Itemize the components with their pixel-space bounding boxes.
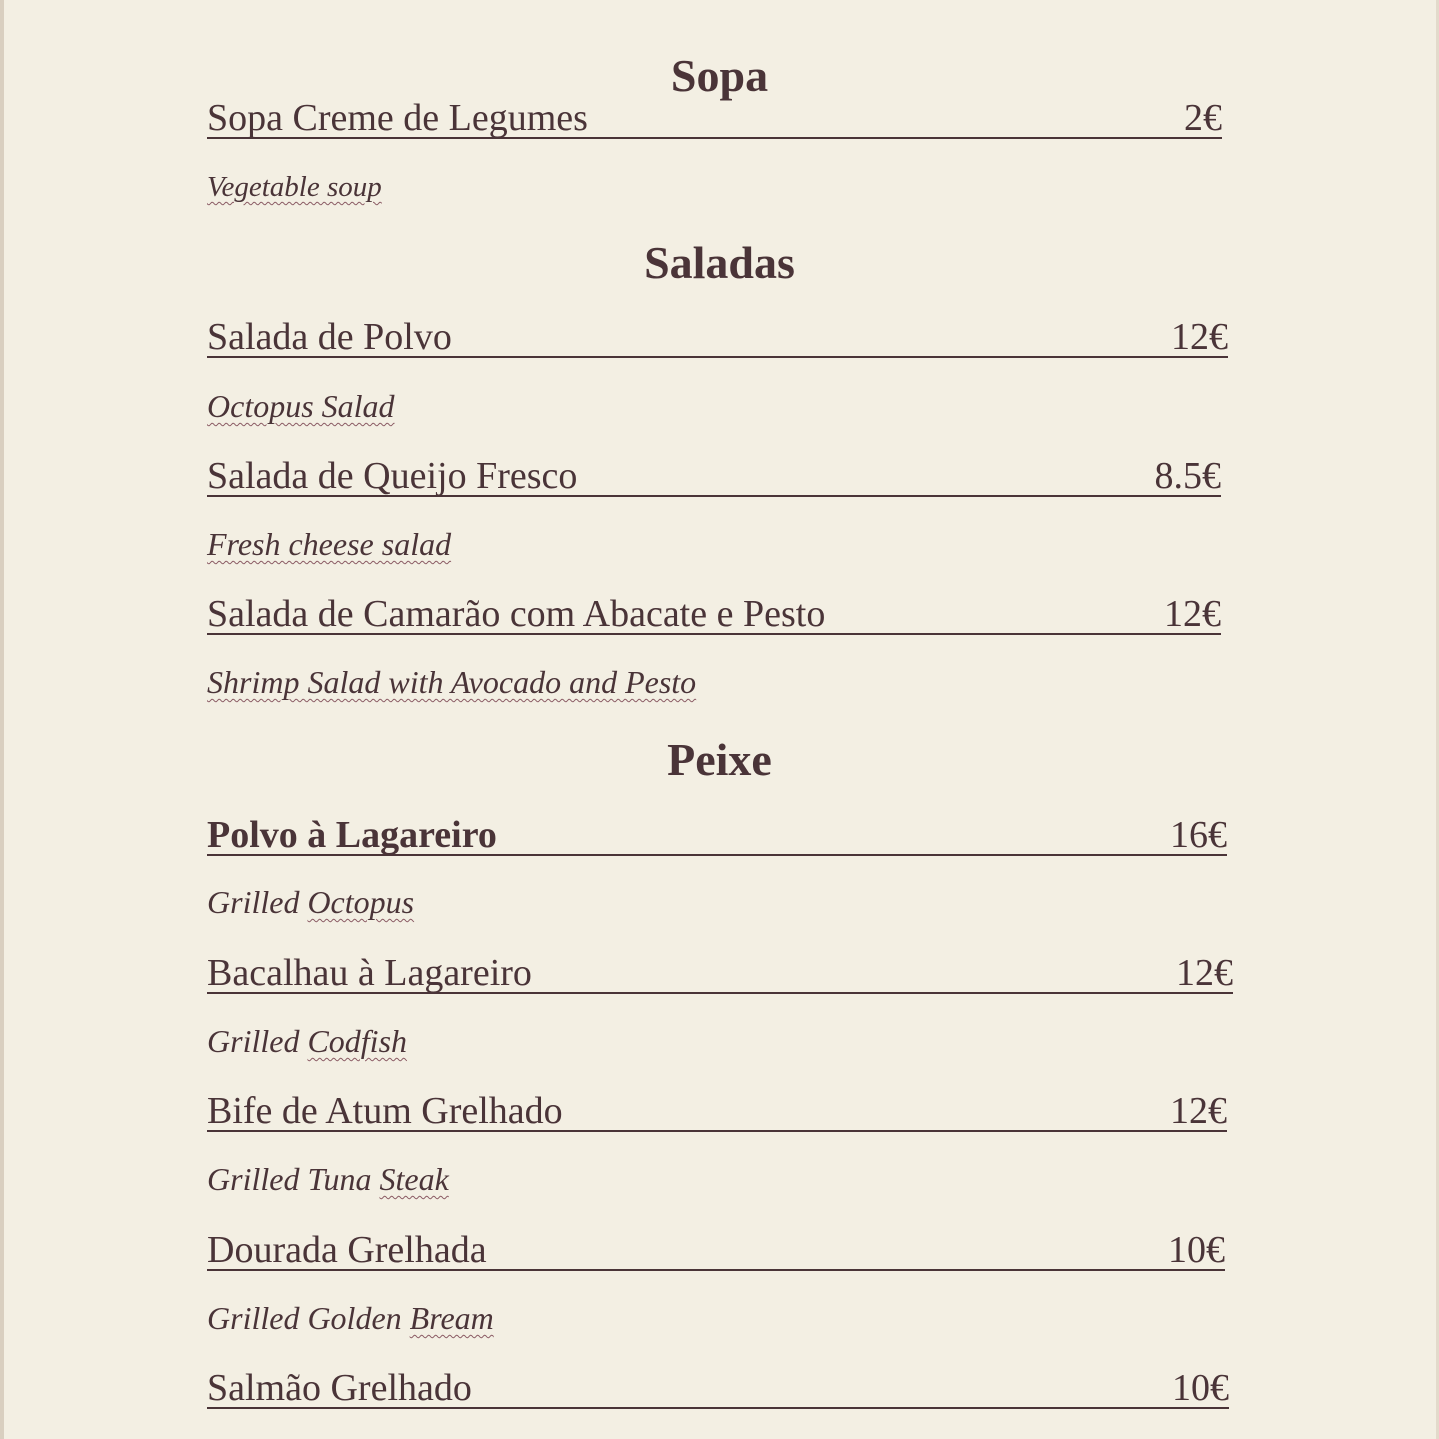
menu-item-bife-de-atum-grelhado [207,1088,1227,1132]
item-price: 8.5€ [1154,455,1221,497]
item-translation: Fresh cheese salad [207,526,452,562]
section-title-sopa: Sopa [670,50,769,101]
item-name: Dourada Grelhada [207,1229,487,1271]
item-translation: Grilled Tuna Steak [207,1161,449,1197]
item-name: Polvo à Lagareiro [207,814,497,856]
item-price: 10€ [1172,1367,1229,1409]
item-name: Salada de Queijo Fresco [207,455,578,497]
section-title-saladas: Saladas [644,237,795,288]
item-translation: Grilled Codfish [207,1023,408,1059]
item-name: Salada de Polvo [207,316,452,358]
item-translation: Vegetable soup [207,171,382,203]
item-name: Salada de Camarão com Abacate e Pesto [207,593,826,635]
item-name: Salmão Grelhado [207,1367,472,1409]
menu-item-salada-de-camarao [207,591,1221,635]
section-title-peixe: Peixe [667,734,772,785]
item-translation: Octopus Salad [207,388,395,424]
item-price: 12€ [1176,952,1233,994]
item-price: 2€ [1184,97,1222,139]
menu-item-salada-de-queijo-fresco [207,453,1221,497]
item-price: 16€ [1170,814,1227,856]
menu-item-dourada-grelhada [207,1227,1225,1271]
item-price: 12€ [1170,1090,1227,1132]
item-name: Sopa Creme de Legumes [207,97,588,139]
item-price: 12€ [1164,593,1221,635]
item-translation: Grilled Octopus [207,884,415,920]
menu-item-polvo-a-lagareiro [207,812,1227,856]
item-name: Bacalhau à Lagareiro [207,952,532,994]
menu-item-sopa-creme-de-legumes [207,95,1222,139]
item-name: Bife de Atum Grelhado [207,1090,563,1132]
menu-item-salmao-grelhado [207,1365,1229,1409]
item-translation: Grilled Golden Bream [207,1300,494,1336]
item-translation: Shrimp Salad with Avocado and Pesto [207,664,697,700]
menu-item-salada-de-polvo [207,314,1228,358]
item-price: 12€ [1171,316,1228,358]
page-edge-left [0,0,4,1439]
menu-item-bacalhau-a-lagareiro [207,950,1233,994]
item-price: 10€ [1168,1229,1225,1271]
